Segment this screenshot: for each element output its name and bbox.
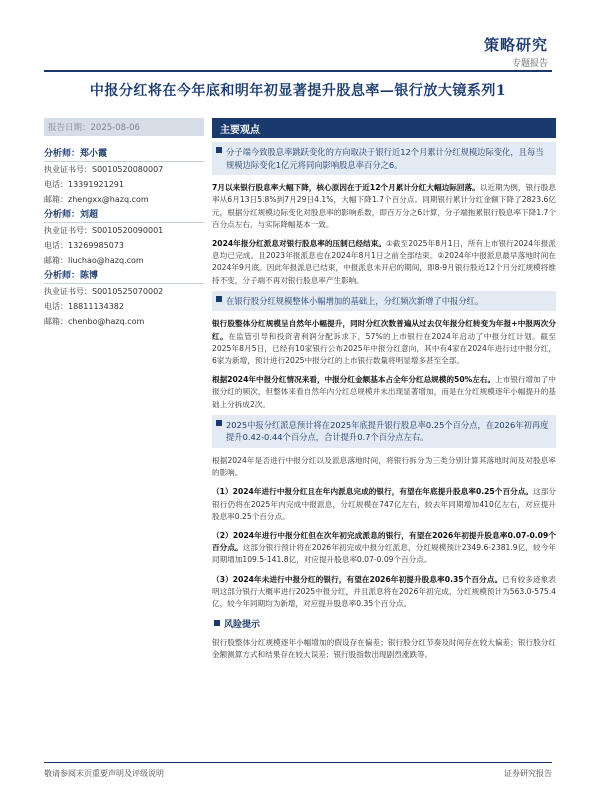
header-doc-type: 专题报告 [511, 59, 548, 69]
analyst-phone: 电话：18811134382 [44, 302, 124, 311]
analyst-email[interactable]: 邮箱：liuchao@hazq.com [44, 256, 144, 265]
paragraph-lead: （3）2024年未进行中报分红的银行，有望在2026年初提升股息率0.35个百分点。 [212, 574, 503, 584]
main-column [212, 118, 556, 662]
risk-text: 银行股整体分红规模逐年小幅增加的假设存在偏差；银行股分红节奏及时间存在较大偏差；银行股分红金额测算方式和结果存在较大误差；银行股指数出现剧烈涨跌等。 [212, 638, 556, 660]
paragraph [212, 318, 556, 367]
paragraph-lead: 银行股整体分红规模呈自然年小幅提升，同时分红次数普遍从过去仅年报分红转变为年报+中报两次分红。 [212, 319, 556, 341]
footer-rule [44, 762, 552, 763]
header-rule [44, 70, 552, 72]
square-bullet-icon [214, 620, 220, 626]
risk-heading [212, 617, 556, 630]
left-column [44, 118, 204, 329]
analyst-block [44, 207, 204, 268]
report-date: 报告日期：2025-08-06 [44, 118, 204, 136]
square-bullet-icon [216, 147, 222, 153]
paragraph-body: 已有较多迹象表明这部分银行大概率进行2025中报分红，并且派息将在2026年初完成，分红规模预计为563.0-575.4亿，较今年同期均为新增，对应提升股息率0.35个百分点。 [212, 574, 556, 609]
paragraph-lead: 2024年报分红派息对银行股息率的压制已经结束。 [212, 239, 387, 248]
paragraph [212, 374, 556, 411]
analyst-name: 分析师：郑小霞 [44, 146, 204, 162]
analyst-license: 执业证书号：S0010525070002 [44, 287, 164, 296]
highlight-box [212, 142, 556, 175]
document-title: 中报分红将在今年底和明年初显著提升股息率—银行放大镜系列1 [89, 83, 507, 99]
paragraph-body: 上市银行增加了中报分红的频次，但整体来看自然年内分红总规模并未出现显著增加，而是在分红规模逐年小幅提升的基础上分拆成2次。 [212, 375, 557, 409]
paragraph [212, 574, 556, 611]
highlight-text: 在银行股分红规模整体小幅增加的基础上，分红频次新增了中报分红。 [226, 295, 484, 306]
header-brand: 策略研究 [483, 36, 548, 54]
highlight-text: 分子端今致股息率跳跃变化的方向取决于银行近12个月累计分红规模边际变化，且每当规模边际变化1亿元将同向影响股息率百分之6。 [226, 147, 544, 170]
paragraph-body: 在监管引导和投资者利润分配诉求下，57%的上市银行在2024年启动了中报分红计划。截至2025年8月5日，已经有10家银行公布2025年中报分红意向，其中有4家在2024年进行过中报分红，6家为新增，预计进行2025中报分红的上市银行数量将明显增多甚至全部。 [212, 331, 557, 366]
paragraph [212, 182, 556, 231]
footer-label: 证券研究报告 [504, 769, 552, 778]
paragraph-body: 以近期为例，银行股息率从6月13日5.8%到7月29日4.1%，大幅下降1.7个百分点。同期银行累计分红金额下降了2823.6亿元，根据分红规模边际变化对股息率的影响系数，即百万分之6计算，分子端拖累银行股息率下降1.7个百分点左右，与实际降幅基本一致。 [212, 183, 556, 229]
footer-disclaimer: 敬请参阅末页重要声明及评级说明 [44, 769, 164, 778]
square-bullet-icon [216, 420, 222, 426]
analyst-email[interactable]: 邮箱：zhengxx@hazq.com [44, 195, 149, 204]
paragraph-body: 这部分银行预计将在2026年初完成中报分红派息，分红规模预计2349.6-2381.9亿，较今年同期增加109.5-141.8亿，对应提升股息率0.07-0.09个百分点。 [212, 543, 556, 565]
paragraph-lead: （1）2024年进行中报分红且在年内派息完成的银行，有望在年底提升股息率0.25个百分点。 [212, 487, 534, 497]
square-bullet-icon [216, 296, 222, 302]
section-title: 主要观点 [212, 118, 556, 138]
paragraph: 根据2024年是否进行中报分红以及派息落地时间，将银行拆分为三类分别计算其落地时间及对股息率的影响。 [212, 456, 556, 478]
highlight-box [212, 291, 556, 312]
highlight-box [212, 415, 556, 448]
paragraph-body: 这部分银行仍将在2025年内完成中报派息，分红规模在747亿左右，较去年同期增加410亿左右，对应提升股息率0.25个百分点。 [212, 487, 557, 521]
analyst-phone: 电话：13391921291 [44, 180, 124, 189]
paragraph-body: ①截至2025年8月1日，所有上市银行2024年报派息均已完成。且2023年报派息也在2024年8月1日之前全部结束。②2024年中报派息最早落地时间在2024年9月底。因此年报派息已结束，中报派息未开启的期间，即8-9月银行股近12个月分红规模将维持不变，分子端不再对银行股息率产生影响。 [212, 239, 557, 285]
paragraph-lead: 根据2024年中报分红情况来看，中报分红金额基本占全年分红总规模的50%左右。 [212, 375, 496, 385]
analyst-email[interactable]: 邮箱：chenbo@hazq.com [44, 317, 145, 326]
analyst-block [44, 146, 204, 207]
paragraph-lead: 7月以来银行股息率大幅下降，核心原因在于近12个月累计分红大幅边际回落。 [212, 183, 480, 193]
analyst-name: 分析师：刘超 [44, 207, 204, 223]
paragraph [212, 530, 556, 567]
paragraph [212, 238, 556, 287]
paragraph-lead: （2）2024年进行中报分红但在次年初完成派息的银行，有望在2026年初提升股息率0.07-0.09个百分点。 [212, 531, 556, 553]
analyst-name: 分析师：陈博 [44, 268, 204, 284]
highlight-text: 2025中报分红派息预计将在2025年底提升银行股息率0.25个百分点，在2026年初再度提升0.42-0.44个百分点，合计提升0.7个百分点左右。 [226, 419, 549, 443]
analyst-block [44, 268, 204, 329]
paragraph [212, 486, 556, 523]
analyst-license: 执业证书号：S0010520080007 [44, 165, 164, 174]
analyst-license: 执业证书号：S0010520090001 [44, 226, 164, 235]
analyst-phone: 电话：13269985073 [44, 241, 124, 250]
risk-title: 风险提示 [224, 620, 261, 631]
